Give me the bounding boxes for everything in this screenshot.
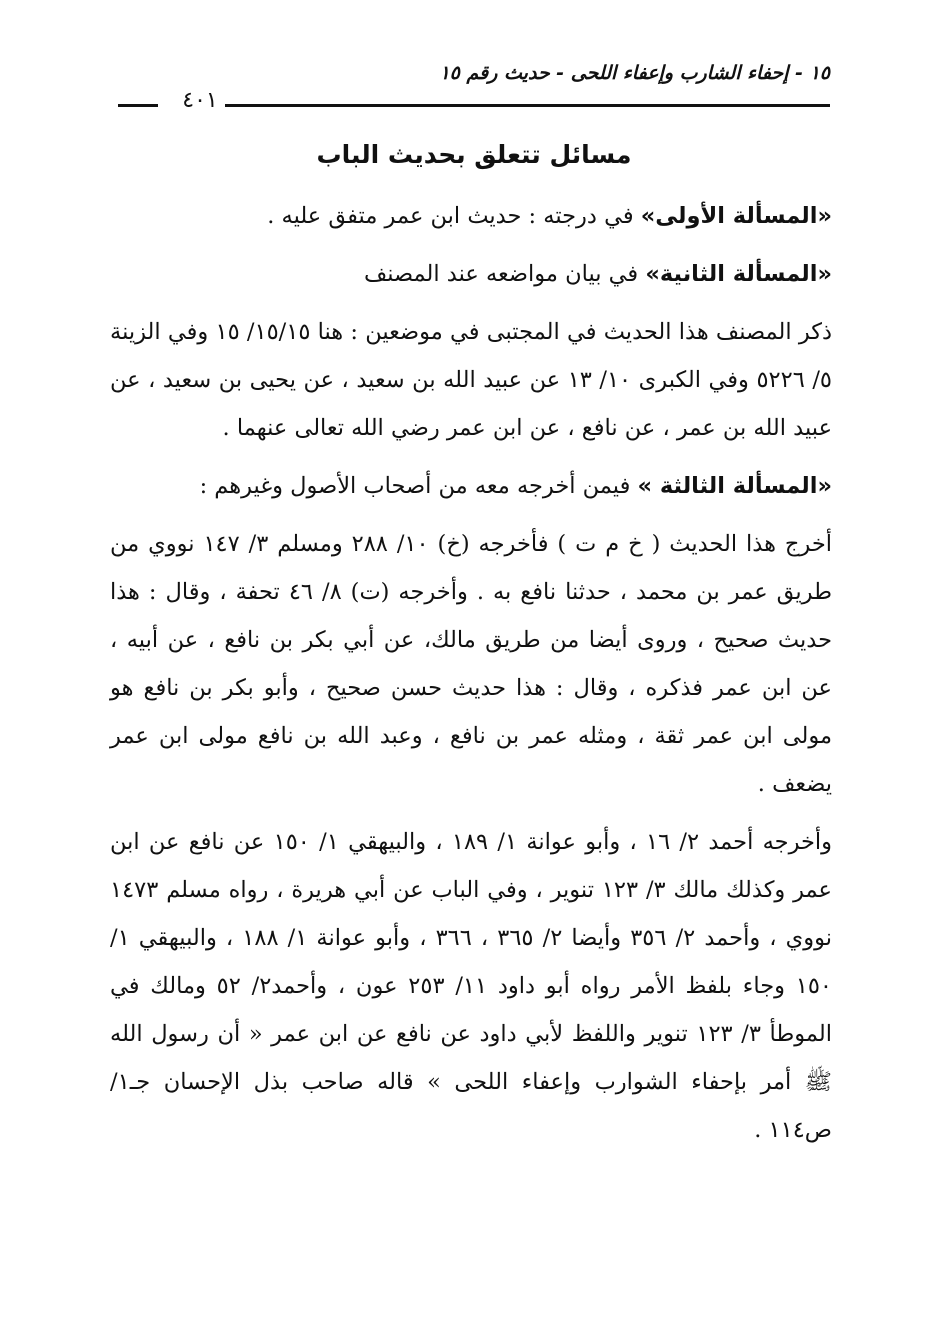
header-rule-short: [118, 104, 158, 107]
additional-sources-paragraph: [110, 818, 832, 1154]
issue-two-text: في بيان مواضعه عند المصنف: [363, 261, 646, 287]
issue-three-text: فيمن أخرجه معه من أصحاب الأصول وغيرهم :: [199, 473, 638, 499]
header-rule: [225, 104, 830, 107]
running-head: ١٥ - إحفاء الشارب وإعفاء اللحى - حديث رقم ١٥: [439, 62, 830, 84]
section-title: مسائل تتعلق بحديث الباب: [316, 140, 632, 169]
page-number: ٤٠١: [182, 88, 218, 113]
narration-locations-paragraph: [110, 308, 832, 452]
issue-three-label: «المسألة الثالثة »: [637, 473, 832, 499]
issue-two-label: «المسألة الثانية»: [645, 261, 832, 287]
issue-three-paragraph: [110, 462, 832, 510]
takhrij-paragraph: [110, 520, 832, 808]
issue-one-text: في درجته : حديث ابن عمر متفق عليه .: [267, 203, 641, 229]
takhrij-text: أخرج هذا الحديث ( خ م ت ) فأخرجه (خ) ١٠/ ٢٨٨ ومسلم ٣/ ١٤٧ نووي من طريق عمر بن محمد ، حدثنا نافع به . وأخرجه (ت) ٨/ ٤٦ تحفة ، وقال : هذا حديث صحيح ، وروى أيضا من طريق مالك، عن أبي بكر بن نافع ، عن أبيه ، عن ابن عمر فذكره ، وقال : هذا حديث حسن صحيح ، وأبو بكر بن نافع هو مولى ابن عمر ثقة ، ومثله عمر بن نافع ، وعبد الله بن نافع مولى ابن عمر يضعف .: [110, 531, 833, 797]
page-header: [118, 62, 830, 122]
additional-sources-text: وأخرجه أحمد ٢/ ١٦ ، وأبو عوانة ١/ ١٨٩ ، والبيهقي ١/ ١٥٠ عن نافع عن ابن عمر وكذلك مالك ٣/ ١٢٣ تنوير ، وفي الباب عن أبي هريرة ، رواه مسلم ١٤٧٣ نووي ، وأحمد ٢/ ٣٥٦ وأيضا ٢/ ٣٦٥ ، ٣٦٦ ، وأبو عوانة ١/ ١٨٨ ، والبيهقي ١/ ١٥٠ وجاء بلفظ الأمر رواه أبو داود ١١/ ٢٥٣ عون ، وأحمد٢/ ٥٢ ومالك في الموطأ ٣/ ١٢٣ تنوير واللفظ لأبي داود عن نافع عن ابن عمر « أن رسول الله ﷺ أمر بإحفاء الشوارب وإعفاء اللحى » قاله صاحب بذل الإحسان جـ١/ ص١١٤ .: [110, 829, 833, 1143]
body-text: [110, 192, 832, 1164]
issue-one-paragraph: [110, 192, 832, 240]
narration-locations-text: ذكر المصنف هذا الحديث في المجتبى في موضعين : هنا ١٥/١٥/ ١٥ وفي الزينة ٥/ ٥٢٢٦ وفي الكبرى ١٠/ ١٣ عن عبيد الله بن سعيد ، عن يحيى بن سعيد ، عن عبيد الله بن عمر ، عن نافع ، عن ابن عمر رضي الله تعالى عنهما .: [110, 319, 833, 441]
issue-two-paragraph: [110, 250, 832, 298]
issue-one-label: «المسألة الأولى»: [640, 203, 832, 229]
